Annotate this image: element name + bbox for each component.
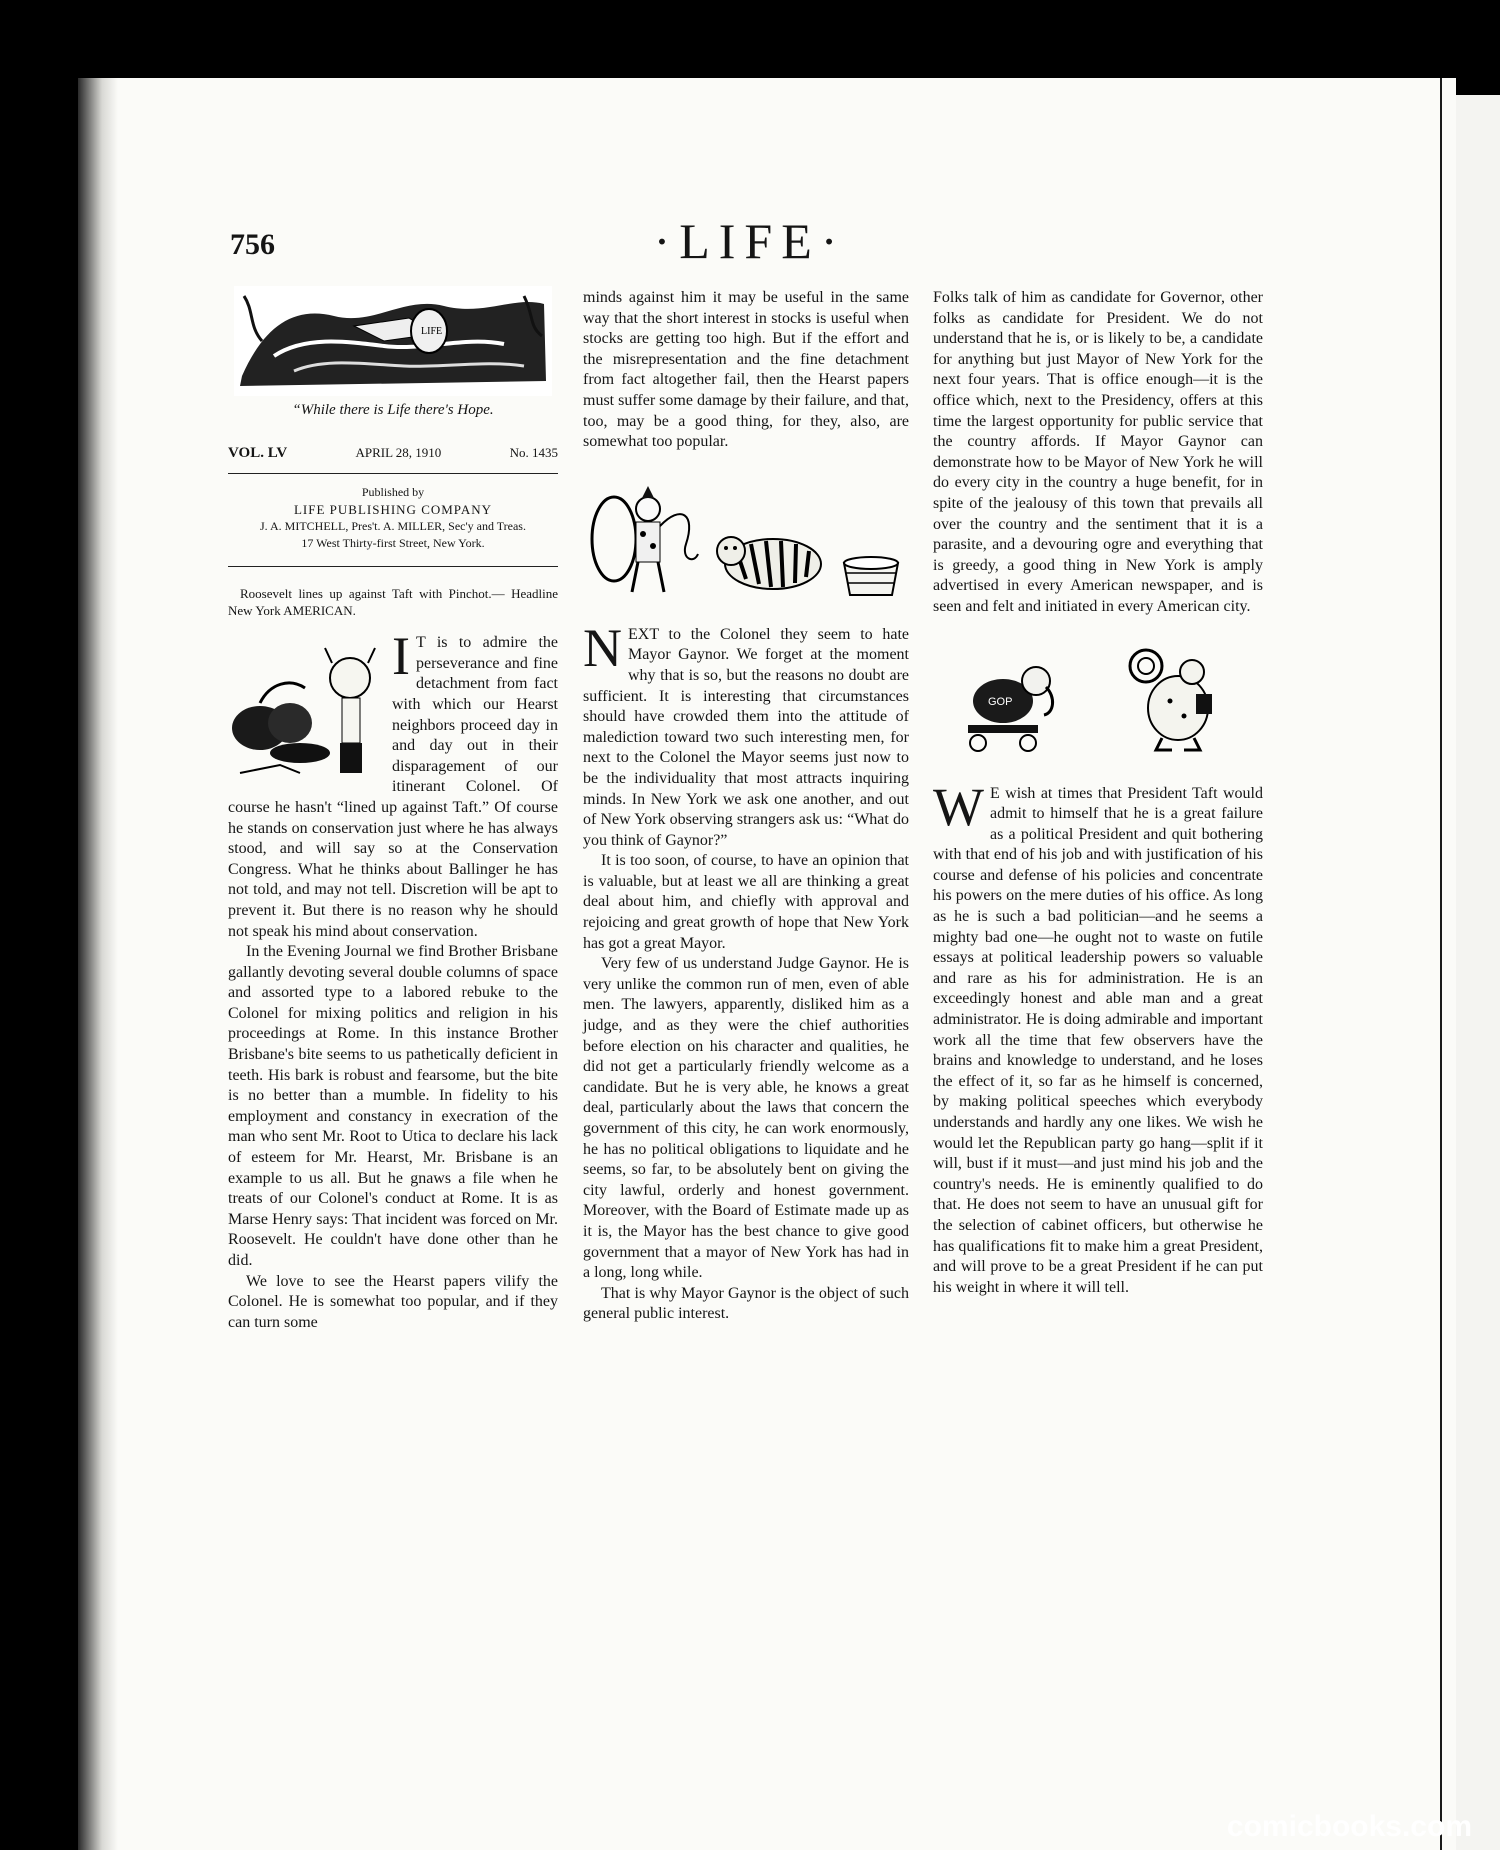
address: 17 West Thirty-first Street, New York. [301,536,485,551]
next-page-edge [1456,95,1500,1850]
tub-image [836,549,906,599]
col2-paragraph-5: That is why Mayor Gaynor is the object of such general public interest. [583,1284,909,1323]
col1-article [228,626,558,1333]
binding-shadow [78,78,118,1850]
dropcap-n: N [583,617,622,678]
col2-paragraph-2: EXT to the Colonel they seem to hate Mayor Gaynor. We forget at the moment why that is so, but the reasons no doubt are sufficient. It is interesting that circumstances should have crowded them into the attitude of malediction toward two such interesting men, for next to the Colonel the Mayor seems just now to be the individuality that most attracts inquiring minds. In New York we ask one another, and out of New York observing strangers ask us: “What do you think of Gaynor?” [583,625,909,849]
hearst-cartoon-image [220,633,388,783]
taft-figure-image [1118,646,1238,756]
masthead-title: ·LIFE· [653,213,847,269]
tiger-image [711,519,831,599]
publisher-block [228,484,558,567]
publisher-name: LIFE PUBLISHING COMPANY [293,502,493,518]
column-1 [228,280,558,1333]
clown-hoop-image [586,484,706,599]
masthead-cartoon-image [234,286,552,396]
published-by: Published by [361,485,425,500]
col3-paragraph-2: E wish at times that President Taft would admit to himself that he is a great failure as a political President and quit bothering with that end of his job and with justification of his course and defense of his policies and concentrate his powers on the mere duties of his office. As long as he is such a bad politician—and he seems a mighty bad one—he ought not to waste on futile essays at political leadership powers so valuable and rare as his for administration. He is an exceedingly honest and able man and a great administrator. He is doing admirable and important work all the time that few observers have the brains and knowledge to understand, and he loses the effect of it, so far as he himself is concerned, by making political speeches which everybody understands and hardly any one likes. We wish he would let the Republican party go hang—split if it will, bust if it must—and just mind his job and the country's needs. He is eminently qualified to do that. He does not seem to have an unusual gift for the selection of cabinet officers, but otherwise he has qualifications fit to make him a great President, and will prove to be a great President if he can put his weight in where it will tell. [933,784,1263,1296]
circus-illustration [583,479,909,599]
dropcap-i: I [392,626,410,687]
gop-label: GOP [988,695,1013,708]
col2-paragraph-4: Very few of us understand Judge Gaynor. He is very unlike the common run of men, even of able men. The lawyers, apparently, disliked him as a judge, and as they were the chief authorities before election on his character and qualities, he did not get a particularly friendly welcome as a candidate. But he is very able, he knows a great deal, particularly about the laws that concern the government of this city, he can work enormously, he has no political obligations to liquidate and he seems, so far, to be absolutely bent on giving the city lawful, orderly and honest government. Moreover, with the Board of Estimate made up as it is, the Mayor has the best chance to give good government that a mayor of New York has had in a long, long while. [583,955,909,1282]
masthead-cartoon [234,286,552,396]
motto: “While there is Life there's Hope. [292,402,494,418]
hearst-cartoon [220,633,388,783]
dropcap-w: W [933,776,984,837]
volume-row [228,443,558,475]
issue-number: No. 1435 [509,444,558,460]
column-2 [583,288,909,1325]
column-3 [933,288,1263,1298]
elephant-taft-illustration [933,646,1263,756]
headline-quote: Roosevelt lines up against Taft with Pinchot.— Headline New York AMERICAN. [228,586,558,619]
col2-paragraph-3: It is too soon, of course, to have an opinion that is valuable, but at least we all are thinking a great deal about him, and chiefly with approval and rejoicing and great growth of hope that New York has got a great Mayor. [583,852,909,952]
col1-paragraph-3: We love to see the Hearst papers vilify the Colonel. He is somewhat too popular, and if they can turn some [228,1272,558,1331]
page-number: 756 [230,228,275,261]
issue-date: APRIL 28, 1910 [355,444,442,460]
col3-paragraph-1: Folks talk of him as candidate for Governor, other folks as candidate for President. We do not understand that he is, or is likely to be, a candidate for anything but just Mayor of New York for the next four years. That is office enough—it is the office which, next to the Presidency, offers at this time the largest opportunity for public service that the country affords. If Mayor Gaynor can demonstrate how to be Mayor of New York he will do every city in the country a huge benefit, for in spite of the jealousy of this town that prevails all over the country and the sentiment that it is a parasite, and a devouring ogre and everything that is greedy, a good thing in New York is amply advertised in every American newspaper, and is seen and felt and initiated in every American city. [933,289,1263,615]
watermark: comicbooks.com [1226,1810,1472,1843]
volume: VOL. LV [228,444,288,461]
toy-elephant-image [958,651,1068,756]
col1-paragraph-1: T is to admire the perseverance and fine detachment from fact with which our Hearst neighbors proceed day in and day out in their disparagement of our itinerant Colonel. Of course he hasn't “lined up against Taft.” Of course he stands on conservation just where he has always stood, and will say so at the Conservation Congress. What he thinks about Ballinger he has not told, and may not tell. Discretion will be apt to prevent it. But there is no reason why he should not speak his mind about conservation. [228,634,558,940]
officers: J. A. MITCHELL, Pres't. A. MILLER, Sec'y and Treas. [260,519,526,534]
col1-paragraph-2: In the Evening Journal we find Brother Brisbane gallantly devoting several double columns of space and assorted type to a labored rebuke to the Colonel for mixing politics and religion in his proceedings at Rome. In this instance Brother Brisbane's bite seems to us pathetically deficient in teeth. His bark is robust and fearsome, but the bite is no better than a mumble. In fidelity to his employment and constancy in execration of the man who sent Mr. Root to Utica to declare his lack of esteem for Mr. Hearst, Mr. Brisbane is an example to us all. But he gnaws a file when he treats of our Colonel's conduct at Rome. It is as Marse Henry says: That incident was forced on Mr. Roosevelt. He couldn't have done other than he did. [228,943,558,1269]
cartoon-life-label: LIFE [421,326,443,337]
col2-paragraph-1: minds against him it may be useful in the same way that the short interest in stocks is useful when stocks are getting too high. But if the effort and the misrepresentation and the fine detachment from fact altogether fail, then the Hearst papers must suffer some damage by their failure, and that, too, may be a good thing, for they, also, are somewhat too popular. [583,289,909,451]
gutter-line [1440,78,1442,1850]
